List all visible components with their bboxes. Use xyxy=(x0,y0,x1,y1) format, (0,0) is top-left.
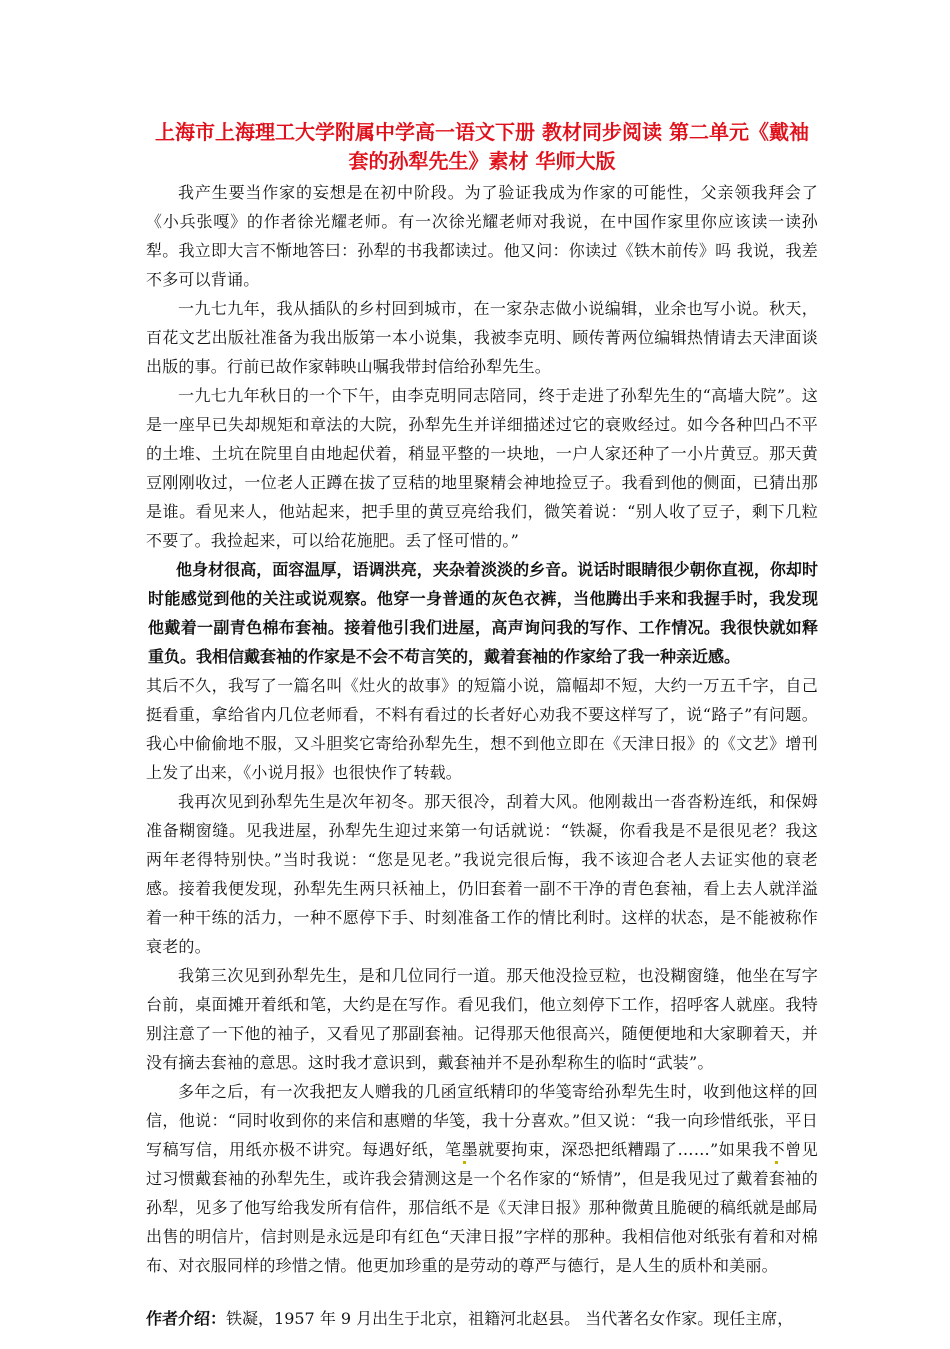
scan-artifact-dot xyxy=(775,1161,778,1164)
author-intro-label: 作者介绍： xyxy=(146,1309,227,1328)
author-intro xyxy=(146,1304,818,1333)
document-page xyxy=(146,118,818,1349)
paragraph-4: 其后不久，我写了一篇名叫《灶火的故事》的短篇小说，篇幅却不短，大约一万五千字，自己挺看重，拿给省内几位老师看，不料有看过的长者好心劝我不要这样写了，说“路子”有问题。我心中偷偷地不服，又斗胆奖它寄给孙犁先生，想不到他立即在《天津日报》的《文艺》增刊上发了出来，《小说月报》也很快作了转载。 xyxy=(146,676,818,782)
author-intro-text: 铁凝，1957 年 9 月出生于北京，祖籍河北赵县。 当代著名女作家。现任主席， xyxy=(226,1309,794,1328)
paragraph-3: 一九七九年秋日的一个下午，由李克明同志陪同，终于走进了孙犁先生的“高墙大院”。这是一座早已失却规矩和章法的大院，孙犁先生并详细描述过它的衰败经过。如今各种凹凸不平的土堆、土坑在院里自由地起伏着，稍显平整的一块地，一户人家还种了一小片黄豆。那天黄豆刚刚收过，一位老人正蹲在拔了豆秸的地里聚精会神地捡豆子。我看到他的侧面，已猜出那是谁。看见来人，他站起来，把手里的黄豆亮给我们，微笑着说：“别人收了豆子，剩下几粒不要了。我捡起来，可以给花施肥。丢了怪可惜的。” xyxy=(146,386,818,550)
document-title: 上海市上海理工大学附属中学高一语文下册 教材同步阅读 第二单元《戴袖套的孙犁先生》素材 华师大版 xyxy=(155,120,809,173)
paragraph-6: 我第三次见到孙犁先生，是和几位同行一道。那天他没捡豆粒，也没糊窗缝，他坐在写字台前，桌面摊开着纸和笔，大约是在写作。看见我们，他立刻停下工作，招呼客人就座。我特别注意了一下他的袖子，又看见了那副套袖。记得那天他很高兴，随便便地和大家聊着天，并没有摘去套袖的意思。这时我才意识到，戴套袖并不是孙犁称生的临时“武装”。 xyxy=(146,966,818,1072)
paragraph-1: 我产生要当作家的妄想是在初中阶段。为了验证我成为作家的可能性，父亲领我拜会了《小兵张嘎》的作者徐光耀老师。有一次徐光耀老师对我说，在中国作家里你应该读一读孙犁。我立即大言不惭地答曰：孙犁的书我都读过。他又问：你读过《铁木前传》吗 我说，我差不多可以背诵。 xyxy=(146,183,818,289)
paragraph-7: 多年之后，有一次我把友人赠我的几函宣纸精印的华笺寄给孙犁先生时，收到他这样的回信，他说：“同时收到你的来信和惠赠的华笺，我十分喜欢。”但又说：“我一向珍惜纸张，平日写稿写信，用纸亦极不讲究。每遇好纸，笔墨就要拘束，深恐把纸糟蹋了……”如果我不曾见过习惯戴套袖的孙犁先生，或许我会猜测这是一个名作家的“矫情”，但是我见过了戴着套袖的孙犁，见多了他写给我发所有信件，那信纸不是《天津日报》那种微黄且脆硬的稿纸就是邮局出售的明信片，信封则是永远是印有红色“天津日报”字样的那种。我相信他对纸张有着和对棉布、对衣服同样的珍惜之情。他更加珍重的是劳动的尊严与德行，是人生的质朴和美丽。 xyxy=(146,1082,818,1275)
scan-artifact-dot xyxy=(463,1161,466,1164)
paragraph-bold: 他身材很高，面容温厚，语调洪亮，夹杂着淡淡的乡音。说话时眼睛很少朝你直视，你却时时能感觉到他的关注或说观察。他穿一身普通的灰色衣裤，当他腾出手来和我握手时，我发现他戴着一副青色棉布套袖。接着他引我们进屋，高声询问我的写作、工作情况。我很快就如释重负。我相信戴套袖的作家是不会不苟言笑的，戴着套袖的作家给了我一种亲近感。 xyxy=(148,560,818,666)
paragraph-2: 一九七九年，我从插队的乡村回到城市，在一家杂志做小说编辑，业余也写小说。秋天，百花文艺出版社准备为我出版第一本小说集，我被李克明、顾传菁两位编辑热情请去天津面谈出版的事。行前已故作家韩映山嘱我带封信给孙犁先生。 xyxy=(146,299,818,376)
paragraph-5: 我再次见到孙犁先生是次年初冬。那天很冷，刮着大风。他刚裁出一沓沓粉连纸，和保姆准备糊窗缝。见我进屋，孙犁先生迎过来第一句话就说：“铁凝，你看我是不是很见老？我这两年老得特别快。”当时我说：“您是见老。”我说完很后悔，我不该迎合老人去证实他的衰老感。接着我便发现，孙犁先生两只袄袖上，仍旧套着一副不干净的青色套袖，看上去人就洋溢着一种干练的活力，一种不愿停下手、时刻准备工作的情比利时。这样的状态，是不能被称作衰老的。 xyxy=(146,792,818,956)
